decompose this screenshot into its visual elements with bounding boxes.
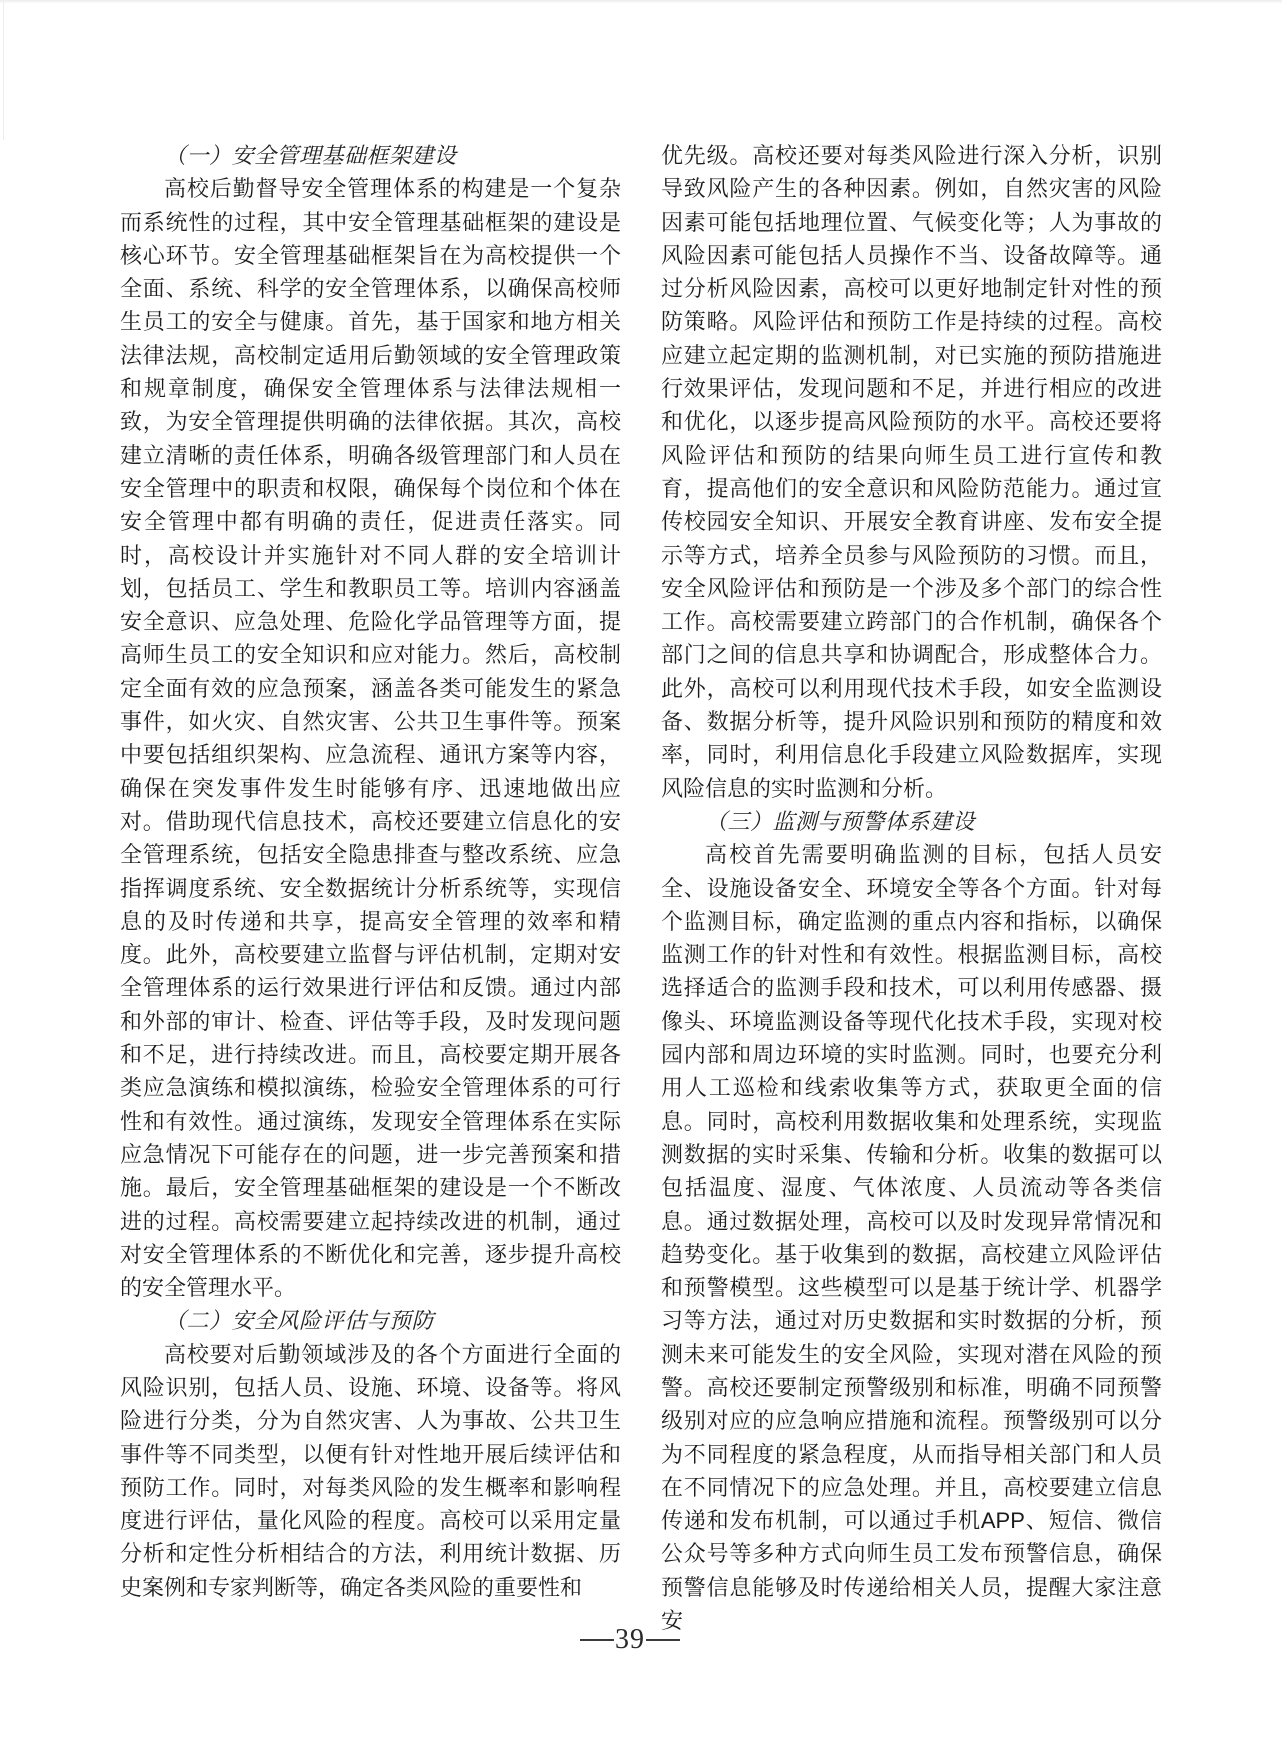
section-heading: （二）安全风险评估与预防: [164, 1308, 435, 1334]
body-paragraph: 高校要对后勤领域涉及的各个方面进行全面的风险识别，包括人员、设施、环境、设备等。将风险进行分类，分为自然灾害、人为事故、公共卫生事件等不同类型，以便有针对性地开展后续评估和预防工作。同时，对每类风险的发生概率和影响程度进行评估，量化风险的程度。高校可以采用定量分析和定性分析相结合的方法，利用统计数据、历史案例和专家判断等，确定各类风险的重要性和: [120, 1341, 621, 1600]
body-paragraph: 优先级。高校还要对每类风险进行深入分析，识别导致风险产生的各种因素。例如，自然灾害的风险因素可能包括地理位置、气候变化等；人为事故的风险因素可能包括人员操作不当、设备故障等。通过分析风险因素，高校可以更好地制定针对性的预防策略。风险评估和预防工作是持续的过程。高校应建立起定期的监测机制，对已实施的预防措施进行效果评估，发现问题和不足，并进行相应的改进和优化，以逐步提高风险预防的水平。高校还要将风险评估和预防的结果向师生员工进行宣传和教育，提高他们的安全意识和风险防范能力。通过宣传校园安全知识、开展安全教育讲座、发布安全提示等方式，培养全员参与风险预防的习惯。而且，安全风险评估和预防是一个涉及多个部门的综合性工作。高校需要建立跨部门的合作机制，确保各个部门之间的信息共享和协调配合，形成整体合力。此外，高校可以利用现代技术手段，如安全监测设备、数据分析等，提升风险识别和预防的精度和效率，同时，利用信息化手段建立风险数据库，实现风险信息的实时监测和分析。: [661, 143, 1162, 801]
page-number-dash-left: [580, 1639, 614, 1641]
text-column-right: [661, 139, 1162, 1637]
section-heading: （一）安全管理基础框架建设: [164, 143, 457, 168]
text-column-left: [120, 139, 621, 1604]
section-heading: （三）监测与预警体系建设: [705, 808, 976, 834]
body-paragraph: 高校后勤督导安全管理体系的构建是一个复杂而系统性的过程，其中安全管理基础框架的建设是核心环节。安全管理基础框架旨在为高校提供一个全面、系统、科学的安全管理体系，以确保高校师生员工的安全与健康。首先，基于国家和地方相关法律法规，高校制定适用后勤领域的安全管理政策和规章制度，确保安全管理体系与法律法规相一致，为安全管理提供明确的法律依据。其次，高校建立清晰的责任体系，明确各级管理部门和人员在安全管理中的职责和权限，确保每个岗位和个体在安全管理中都有明确的责任，促进责任落实。同时，高校设计并实施针对不同人群的安全培训计划，包括员工、学生和教职员工等。培训内容涵盖安全意识、应急处理、危险化学品管理等方面，提高师生员工的安全知识和应对能力。然后，高校制定全面有效的应急预案，涵盖各类可能发生的紧急事件，如火灾、自然灾害、公共卫生事件等。预案中要包括组织架构、应急流程、通讯方案等内容，确保在突发事件发生时能够有序、迅速地做出应对。借助现代信息技术，高校还要建立信息化的安全管理系统，包括安全隐患排查与整改系统、应急指挥调度系统、安全数据统计分析系统等，实现信息的及时传递和共享，提高安全管理的效率和精度。此外，高校要建立监督与评估机制，定期对安全管理体系的运行效果进行评估和反馈。通过内部和外部的审计、检查、评估等手段，及时发现问题和不足，进行持续改进。而且，高校要定期开展各类应急演练和模拟演练，检验安全管理体系的可行性和有效性。通过演练，发现安全管理体系在实际应急情况下可能存在的问题，进一步完善预案和措施。最后，安全管理基础框架的建设是一个不断改进的过程。高校需要建立起持续改进的机制，通过对安全管理体系的不断优化和完善，逐步提升高校的安全管理水平。: [120, 176, 621, 1301]
page-number-dash-right: [646, 1639, 680, 1641]
body-paragraph: 高校首先需要明确监测的目标，包括人员安全、设施设备安全、环境安全等各个方面。针对每个监测目标，确定监测的重点内容和指标，以确保监测工作的针对性和有效性。根据监测目标，高校选择适合的监测手段和技术，可以利用传感器、摄像头、环境监测设备等现代化技术手段，实现对校园内部和周边环境的实时监测。同时，也要充分利用人工巡检和线索收集等方式，获取更全面的信息。同时，高校利用数据收集和处理系统，实现监测数据的实时采集、传输和分析。收集的数据可以包括温度、湿度、气体浓度、人员流动等各类信息。通过数据处理，高校可以及时发现异常情况和趋势变化。基于收集到的数据，高校建立风险评估和预警模型。这些模型可以是基于统计学、机器学习等方法，通过对历史数据和实时数据的分析，预测未来可能发生的安全风险，实现对潜在风险的预警。高校还要制定预警级别和标准，明确不同预警级别对应的应急响应措施和流程。预警级别可以分为不同程度的紧急程度，从而指导相关部门和人员在不同情况下的应急处理。并且，高校要建立信息传递和发布机制，可以通过手机APP、短信、微信公众号等多种方式向师生员工发布预警信息，确保预警信息能够及时传递给相关人员，提醒大家注意安: [661, 842, 1162, 1634]
page-number-value: 39: [615, 1624, 645, 1655]
page-number: [0, 1624, 1260, 1656]
page-left-edge: [3, 0, 4, 140]
page-top-edge: [0, 0, 1282, 3]
